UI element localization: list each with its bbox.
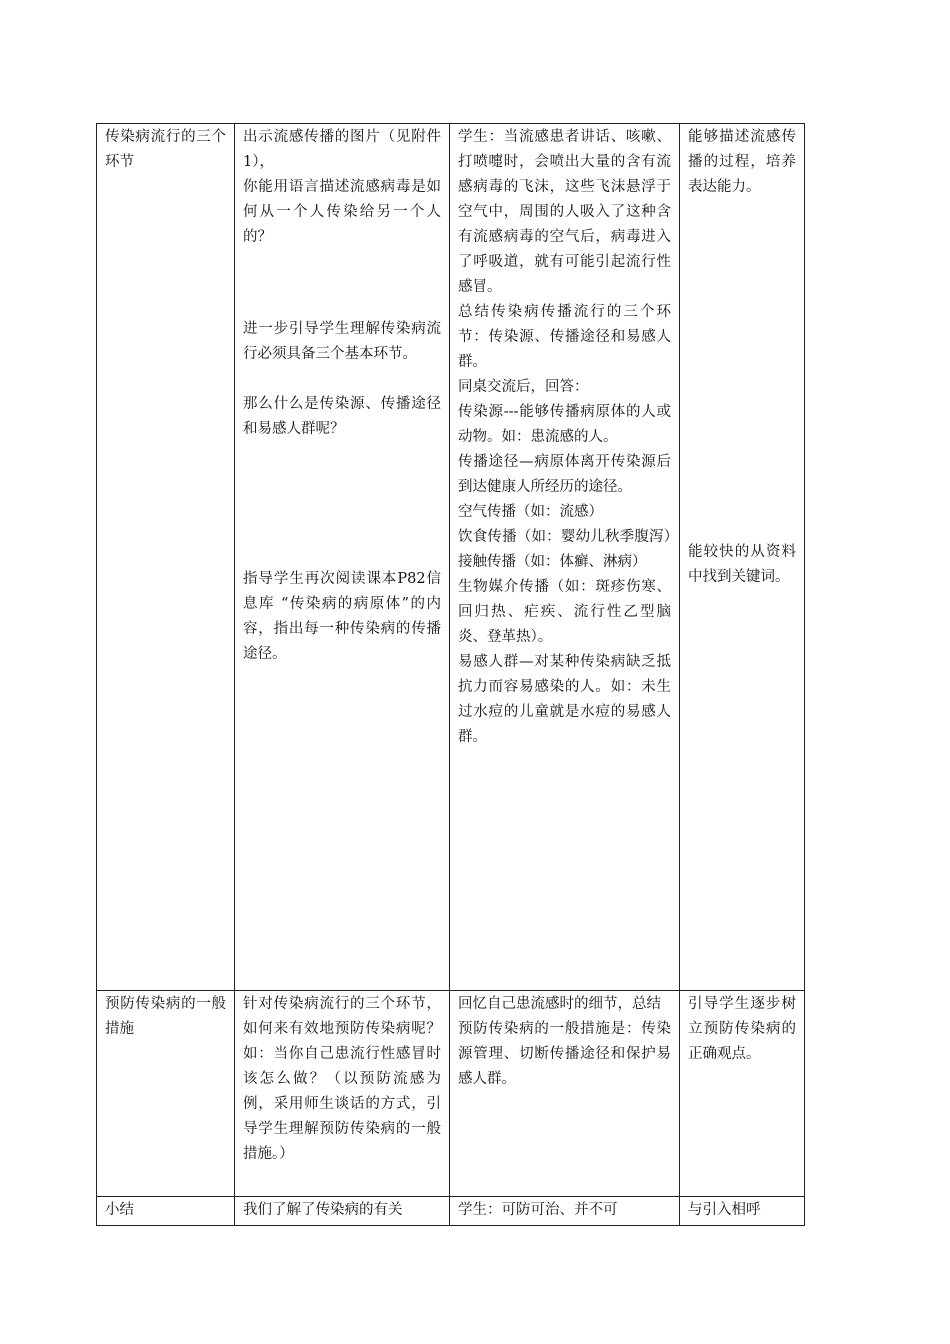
objective-text: 引导学生逐步树立预防传染病的正确观点。 [688,996,796,1062]
student-activity-cell [450,1197,680,1226]
teacher-text: 指导学生再次阅读课本P82信息库 “传染病的病原体”的内容，指出每一种传染病的传播途径。 [243,571,441,662]
objective-cell [680,1197,805,1226]
topic-cell [97,124,235,991]
teacher-text: 进一步引导学生理解传染病流行必须具备三个基本环节。 [243,321,441,362]
student-text: 传染源---能够传播病原体的人或动物。如：患流感的人。 [458,404,671,445]
student-text: 总结传染病传播流行的三个环节：传染源、传播途径和易感人群。 [458,304,671,370]
objective-text: 能够描述流感传播的过程，培养表达能力。 [688,129,796,195]
teacher-text: 我们了解了传染病的有关 [243,1202,403,1218]
student-activity-cell [450,991,680,1197]
student-text: 空气传播（如：流感） [458,504,603,520]
teacher-activity-cell [235,124,450,991]
student-text: 学生：当流感患者讲话、咳嗽、打喷嚏时，会喷出大量的含有流感病毒的飞沫，这些飞沫悬浮于空气中，周围的人吸入了这种含有流感病毒的空气后，病毒进入了呼吸道，就有可能引起流行性感冒。 [458,129,671,295]
student-text: 易感人群—对某种传染病缺乏抵抗力而容易感染的人。如：未生过水痘的儿童就是水痘的易感人群。 [458,654,671,745]
objective-text: 与引入相呼 [688,1202,761,1218]
objective-cell [680,124,805,991]
topic-text: 预防传染病的一般措施 [105,996,226,1037]
table-row [97,124,805,991]
topic-cell [97,1197,235,1226]
lesson-plan-table [96,123,805,1226]
topic-text: 小结 [105,1202,134,1218]
topic-cell [97,991,235,1197]
objective-text: 能较快的从资料中找到关键词。 [688,544,796,585]
teacher-text: 你能用语言描述流感病毒是如何从一个人传染给另一个人的？ [243,179,441,245]
teacher-text: 那么什么是传染源、传播途径和易感人群呢？ [243,396,441,437]
student-text: 生物媒介传播（如：斑疹伤寒、回归热、疟疾、流行性乙型脑炎、登革热）。 [458,579,671,645]
teacher-text: 针对传染病流行的三个环节，如何来有效地预防传染病呢？如：当你自己患流行性感冒时该怎么做？（以预防流感为例，采用师生谈话的方式，引导学生理解预防传染病的一般措施。） [243,996,441,1162]
teacher-activity-cell [235,991,450,1197]
student-activity-cell [450,124,680,991]
student-text: 饮食传播（如：婴幼儿秋季腹泻）接触传播（如：体癣、淋病） [458,529,671,570]
teacher-activity-cell [235,1197,450,1226]
student-text: 同桌交流后，回答： [458,379,589,395]
topic-text: 传染病流行的三个环节 [105,129,226,170]
student-text: 学生：可防可治、并不可 [458,1202,618,1218]
table-row [97,991,805,1197]
student-text: 预防传染病的一般措施是：传染源管理、切断传播途径和保护易感人群。 [458,1021,671,1087]
student-text: 传播途径—病原体离开传染源后到达健康人所经历的途径。 [458,454,671,495]
objective-cell [680,991,805,1197]
student-text: 回忆自己患流感时的细节，总结 [458,996,661,1012]
table-row [97,1197,805,1226]
teacher-text: 出示流感传播的图片（见附件1）， [243,129,441,170]
